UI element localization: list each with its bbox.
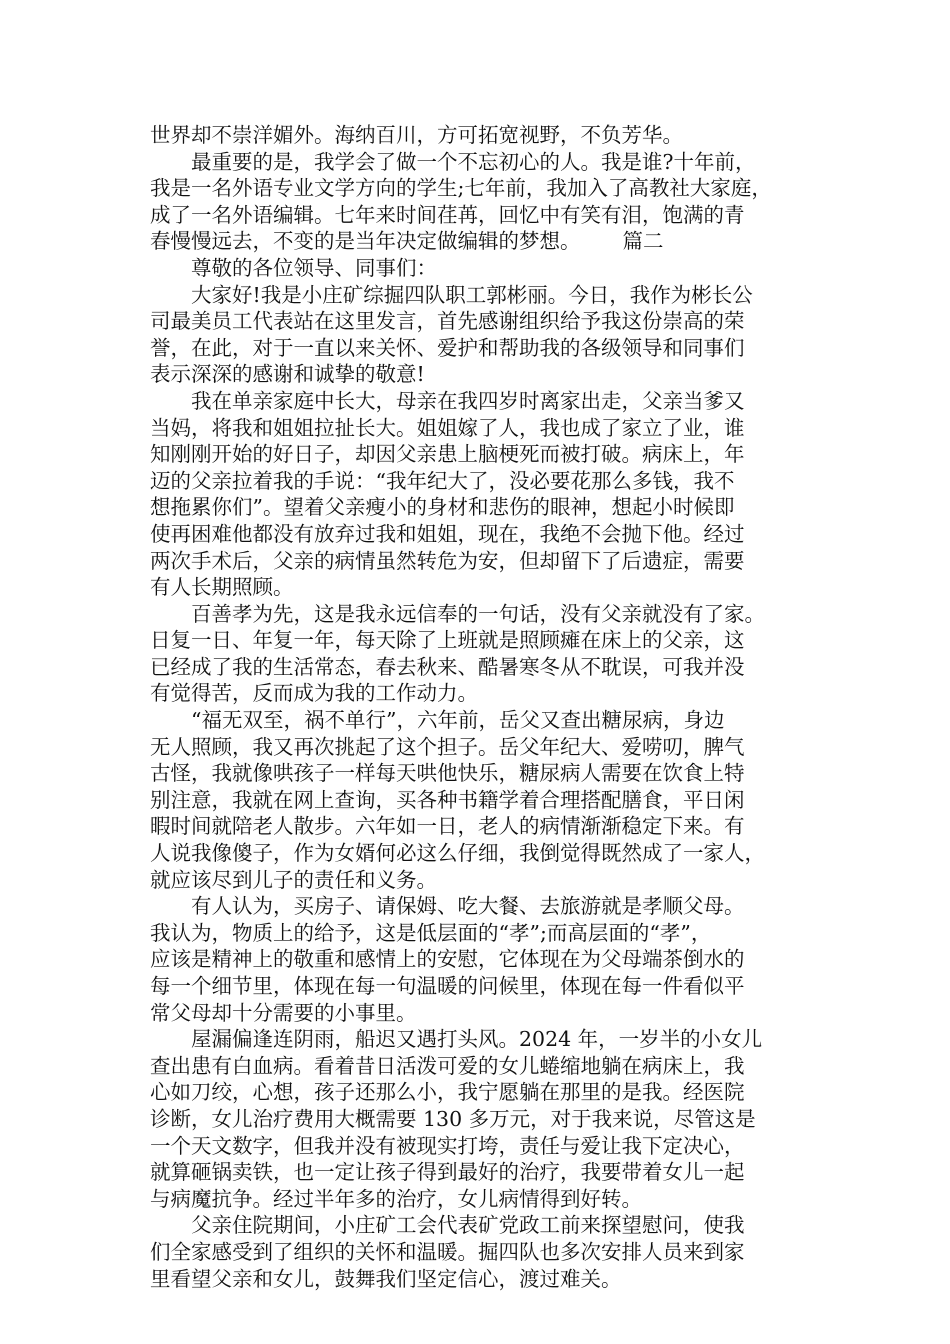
text-line: 查出患有白血病。看着昔日活泼可爱的女儿蜷缩地躺在病床上，我	[150, 1053, 745, 1078]
text-line: 表示深深的感谢和诚挚的敬意!	[150, 362, 425, 387]
text-line: 一个天文数字，但我并没有被现实打垮，责任与爱让我下定决心，	[150, 1133, 745, 1158]
section-marker: 篇二	[622, 229, 664, 254]
text-line: 古怪，我就像哄孩子一样每天哄他快乐，糖尿病人需要在饮食上特	[150, 761, 745, 786]
paragraph-6	[150, 601, 814, 707]
text-line: 人说我像傻子，作为女婿何必这么仔细，我倒觉得既然成了一家人，	[150, 841, 765, 866]
text-line: 我在单亲家庭中长大，母亲在我四岁时离家出走，父亲当爹又	[191, 388, 745, 413]
text-line: 有人长期照顾。	[150, 575, 294, 600]
text-line: 日复一日、年复一年，每天除了上班就是照顾瘫在床上的父亲，这	[150, 628, 745, 653]
text-line: “福无双至，祸不单行”，六年前，岳父又查出糖尿病，身边	[191, 708, 725, 733]
text-line: 别注意，我就在网上查询，买各种书籍学着合理搭配膳食，平日闲	[150, 787, 745, 812]
text-line: 里看望父亲和女儿，鼓舞我们坚定信心，渡过难关。	[150, 1266, 622, 1291]
paragraph-8	[150, 893, 814, 1026]
text-line: 司最美员工代表站在这里发言，首先感谢组织给予我这份崇高的荣	[150, 309, 745, 334]
text-line: 们全家感受到了组织的关怀和温暖。掘四队也多次安排人员来到家	[150, 1239, 745, 1264]
text-line: 世界却不崇洋媚外。海纳百川，方可拓宽视野，不负芳华。	[150, 123, 683, 147]
text-line: 誉，在此，对于一直以来关怀、爱护和帮助我的各级领导和同事们	[150, 335, 745, 360]
text-line: 成了一名外语编辑。七年来时间荏苒，回忆中有笑有泪，饱满的青	[150, 202, 745, 227]
paragraph-9	[150, 1026, 814, 1212]
paragraph-3	[150, 255, 814, 282]
paragraph-10	[150, 1212, 814, 1292]
text-line: 我认为，物质上的给予，这是低层面的“孝”;而高层面的“孝”，	[150, 920, 712, 945]
text-line: 心如刀绞，心想，孩子还那么小，我宁愿躺在那里的是我。经医院	[150, 1080, 745, 1105]
text-line: 常父母却十分需要的小事里。	[150, 1000, 417, 1025]
text-line: 诊断，女儿治疗费用大概需要 130 多万元，对于我来说，尽管这是	[150, 1106, 756, 1131]
text-line: 尊敬的各位领导、同事们：	[191, 255, 437, 280]
text-line: 就应该尽到儿子的责任和义务。	[150, 867, 437, 892]
text-line: 使再困难他都没有放弃过我和姐姐，现在，我绝不会抛下他。经过	[150, 521, 745, 546]
text-line: 就算砸锅卖铁，也一定让孩子得到最好的治疗，我要带着女儿一起	[150, 1160, 745, 1185]
text-line: 想拖累你们”。望着父亲瘦小的身材和悲伤的眼神，想起小时候即	[150, 495, 735, 520]
text-line: 大家好!我是小庄矿综掘四队职工郭彬丽。今日，我作为彬长公	[191, 282, 753, 307]
document-page	[150, 122, 814, 1292]
text-line: 应该是精神上的敬重和感情上的安慰，它体现在为父母端茶倒水的	[150, 947, 745, 972]
text-line: 最重要的是，我学会了做一个不忘初心的人。我是谁?十年前，	[191, 149, 756, 174]
text-line: 迈的父亲拉着我的手说：“我年纪大了，没必要花那么多钱，我不	[150, 468, 735, 493]
text-line: 屋漏偏逢连阴雨，船迟又遇打头风。2024 年，一岁半的小女儿	[191, 1027, 763, 1052]
text-line: 百善孝为先，这是我永远信奉的一句话，没有父亲就没有了家。	[191, 601, 765, 626]
text-line: 暇时间就陪老人散步。六年如一日，老人的病情渐渐稳定下来。有	[150, 814, 745, 839]
paragraph-1	[150, 122, 814, 149]
text-line: 两次手术后，父亲的病情虽然转危为安，但却留下了后遗症，需要	[150, 548, 745, 573]
text-line: 父亲住院期间，小庄矿工会代表矿党政工前来探望慰问，使我	[191, 1213, 745, 1238]
text-line: 知刚刚开始的好日子，却因父亲患上脑梗死而被打破。病床上，年	[150, 442, 745, 467]
text-line: 已经成了我的生活常态，春去秋来、酷暑寒冬从不耽误，可我并没	[150, 654, 745, 679]
text-line: 有觉得苦，反而成为我的工作动力。	[150, 681, 478, 706]
paragraph-7	[150, 707, 814, 893]
text-line: 当妈，将我和姐姐拉扯长大。姐姐嫁了人，我也成了家立了业，谁	[150, 415, 745, 440]
text-line: 与病魔抗争。经过半年多的治疗，女儿病情得到好转。	[150, 1186, 642, 1211]
text-line: 我是一名外语专业文学方向的学生;七年前，我加入了高教社大家庭，	[150, 176, 772, 201]
text-line: 无人照顾，我又再次挑起了这个担子。岳父年纪大、爱唠叨，脾气	[150, 734, 745, 759]
text-line-with-section-marker	[150, 228, 814, 255]
paragraph-4	[150, 282, 814, 388]
paragraph-5	[150, 388, 814, 601]
text-line: 每一个细节里，体现在每一句温暖的问候里，体现在每一件看似平	[150, 974, 745, 998]
paragraph-2	[150, 149, 814, 255]
text-line-content: 春慢慢远去，不变的是当年决定做编辑的梦想。	[150, 229, 581, 254]
text-line: 有人认为，买房子、请保姆、吃大餐、去旅游就是孝顺父母。	[191, 894, 745, 919]
